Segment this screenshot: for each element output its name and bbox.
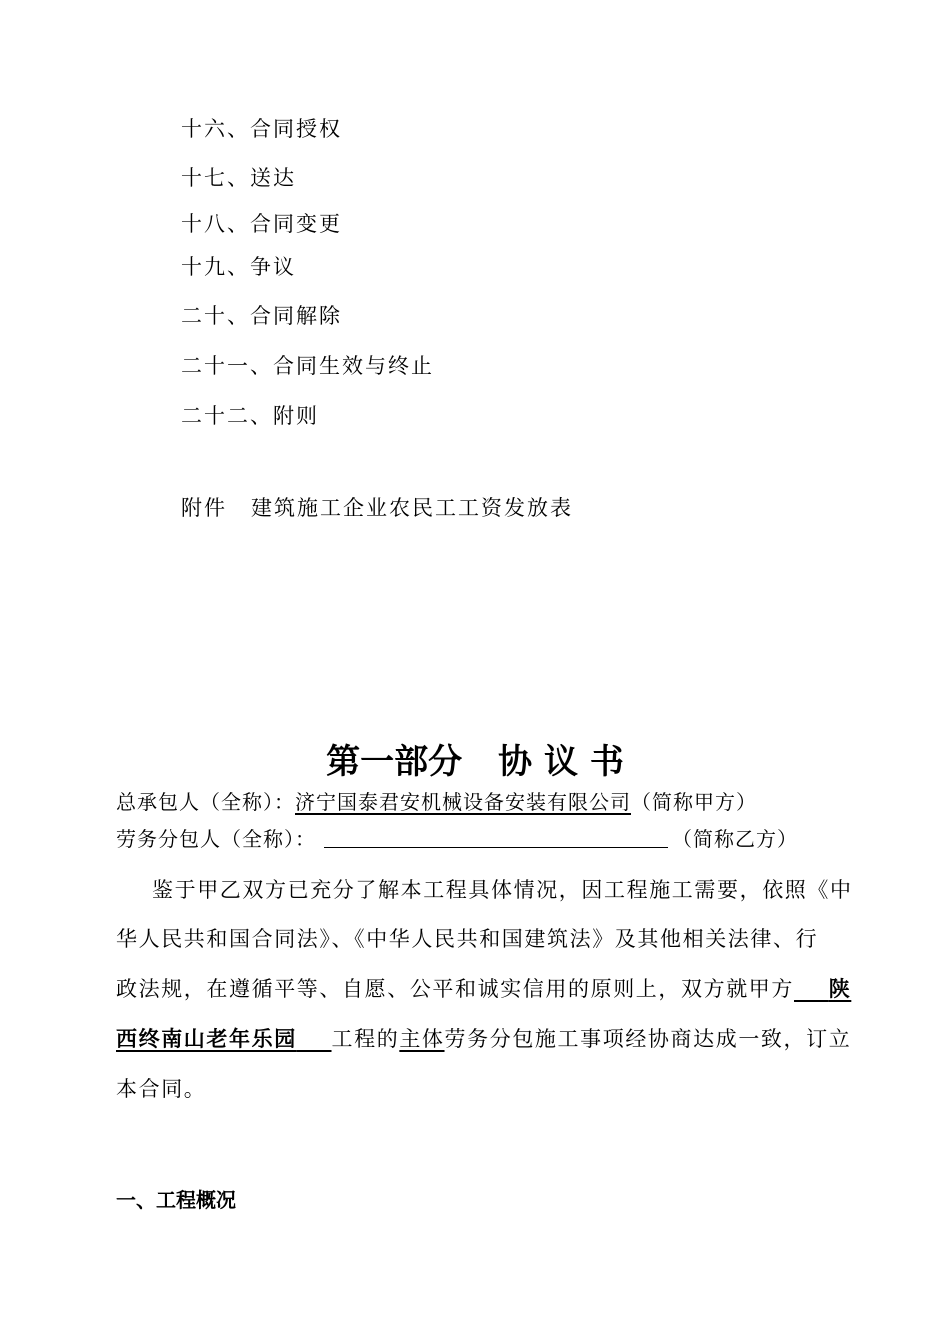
preamble-line-3 [116, 973, 852, 1003]
preamble-line-3-text: 政法规，在遵循平等、自愿、公平和诚实信用的原则上，双方就甲方 [116, 977, 794, 1001]
project-name: 西终南山老年乐园 [116, 1027, 297, 1051]
toc-item-19: 十九、争议 [181, 255, 296, 279]
toc-item-20: 二十、合同解除 [181, 304, 342, 328]
part-name: 协 议 书 [498, 742, 624, 782]
contractor-line [116, 786, 757, 815]
project-name-start: 陕 [828, 977, 852, 1001]
work-scope: 主体 [399, 1027, 445, 1051]
toc-item-18: 十八、合同变更 [181, 212, 342, 236]
annex-title: 建筑施工企业农民工工资发放表 [251, 496, 573, 520]
contractor-suffix: （简称甲方） [631, 790, 757, 814]
part-number: 第一部分 [326, 742, 463, 782]
preamble-line-5: 本合同。 [116, 1077, 207, 1101]
subcontractor-name-blank [324, 827, 668, 848]
preamble-line-4 [116, 1023, 852, 1053]
preamble-line-4-mid: 工程的 [331, 1027, 400, 1051]
toc-annex [181, 492, 573, 522]
preamble-line-2: 华人民共和国合同法》、《中华人民共和国建筑法》及其他相关法律、行 [116, 927, 819, 951]
subcontractor-line [116, 823, 798, 852]
annex-label: 附件 [181, 496, 227, 520]
contractor-label: 总承包人（全称）： [116, 790, 295, 814]
section-heading: 一、工程概况 [116, 1188, 236, 1212]
toc-item-16: 十六、合同授权 [181, 117, 342, 141]
preamble-line-1: 鉴于甲乙双方已充分了解本工程具体情况，因工程施工需要，依照《中 [152, 878, 853, 902]
toc-item-17: 十七、送达 [181, 166, 296, 190]
subcontractor-label: 劳务分包人（全称）： [116, 827, 316, 851]
preamble-line-4-rest: 劳务分包施工事项经协商达成一致，订立 [444, 1027, 852, 1051]
part-title [0, 734, 950, 783]
toc-item-21: 二十一、合同生效与终止 [181, 354, 434, 378]
subcontractor-suffix: （简称乙方） [672, 827, 798, 851]
toc-item-22: 二十二、附则 [181, 404, 319, 428]
contractor-name: 济宁国泰君安机械设备安装有限公司 [295, 790, 631, 814]
